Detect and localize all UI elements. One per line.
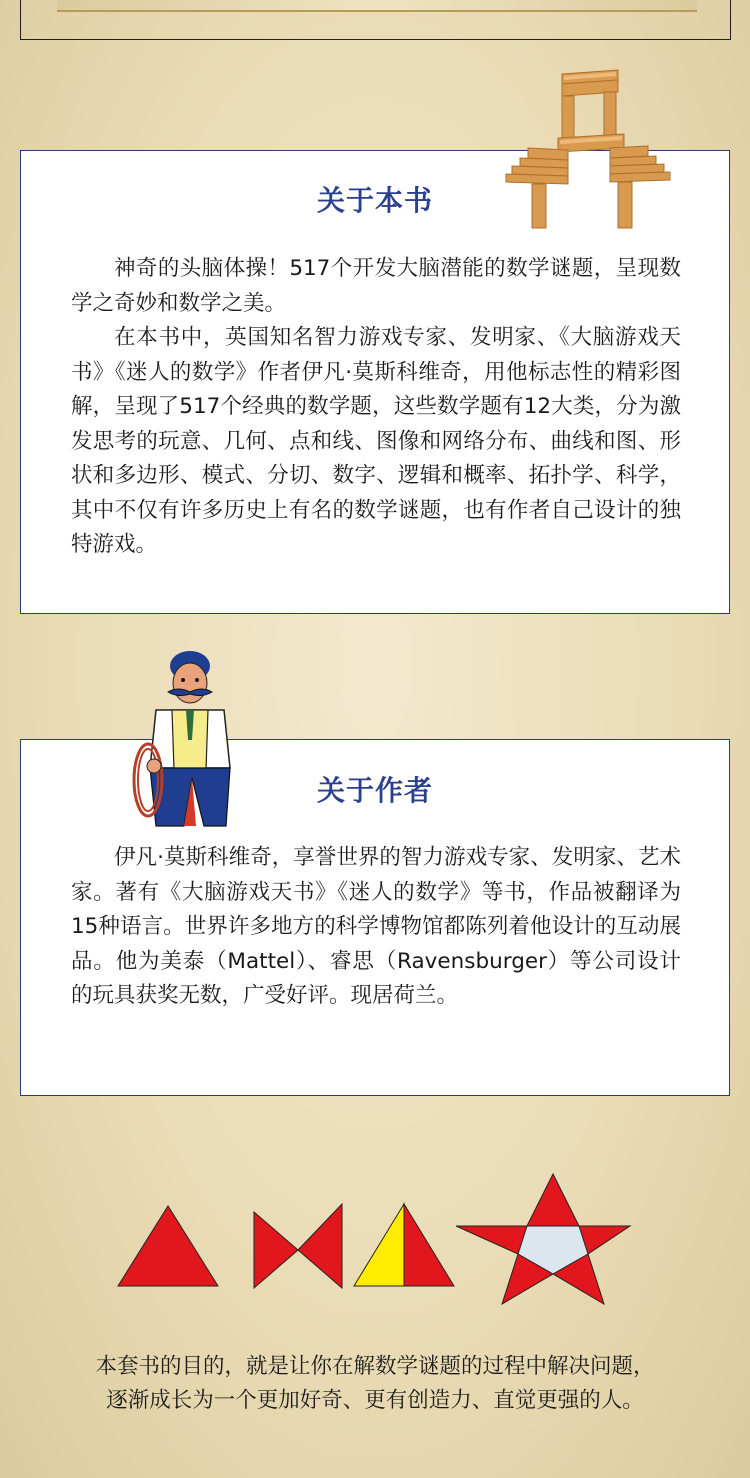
top-frame <box>20 0 731 40</box>
yellow-red-triangle-icon <box>354 1204 454 1286</box>
about-author-paragraph: 伊凡·莫斯科维奇，享誉世界的智力游戏专家、发明家、艺术家。著有《大脑游戏天书》《迷人的数学》等书，作品被翻译为15种语言。世界许多地方的科学博物馆都陈列着他设计的互动展品。他为美泰（Mattel）、睿思（Ravensburger）等公司设计的玩具获奖无数，广受好评。现居荷兰。 <box>71 845 681 1008</box>
mustached-man-illustration <box>116 648 248 830</box>
red-triangle-icon <box>118 1206 218 1286</box>
about-book-paragraph-2: 在本书中，英国知名智力游戏专家、发明家、《大脑游戏天书》《迷人的数学》作者伊凡·莫斯科维奇，用他标志性的精彩图解，呈现了517个经典的数学题，这些数学题有12大类，分为激发思考的玩意、几何、点和线、图像和网络分布、曲线和图、形状和多边形、模式、分切、数字、逻辑和概率、拓扑学、科学，其中不仅有许多历史上有名的数学谜题，也有作者自己设计的独特游戏。 <box>71 325 681 557</box>
about-book-title: 关于本书 <box>316 184 433 217</box>
red-bowtie-icon <box>254 1204 342 1288</box>
red-star-icon <box>456 1174 630 1304</box>
about-author-body <box>71 841 681 1014</box>
footer-line-2: 逐渐成长为一个更加好奇、更有创造力、直觉更强的人。 <box>106 1388 644 1413</box>
about-book-body <box>71 252 681 563</box>
about-author-title: 关于作者 <box>316 774 433 807</box>
top-frame-strip <box>57 0 697 12</box>
footer-line-1: 本套书的目的，就是让你在解数学谜题的过程中解决问题， <box>95 1354 655 1379</box>
about-book-paragraph-1: 神奇的头脑体操！517个开发大脑潜能的数学谜题，呈现数学之奇妙和数学之美。 <box>71 256 681 316</box>
geometric-shapes-row <box>110 1170 640 1315</box>
wooden-blocks-illustration <box>498 68 678 234</box>
footer-text <box>0 1350 750 1418</box>
